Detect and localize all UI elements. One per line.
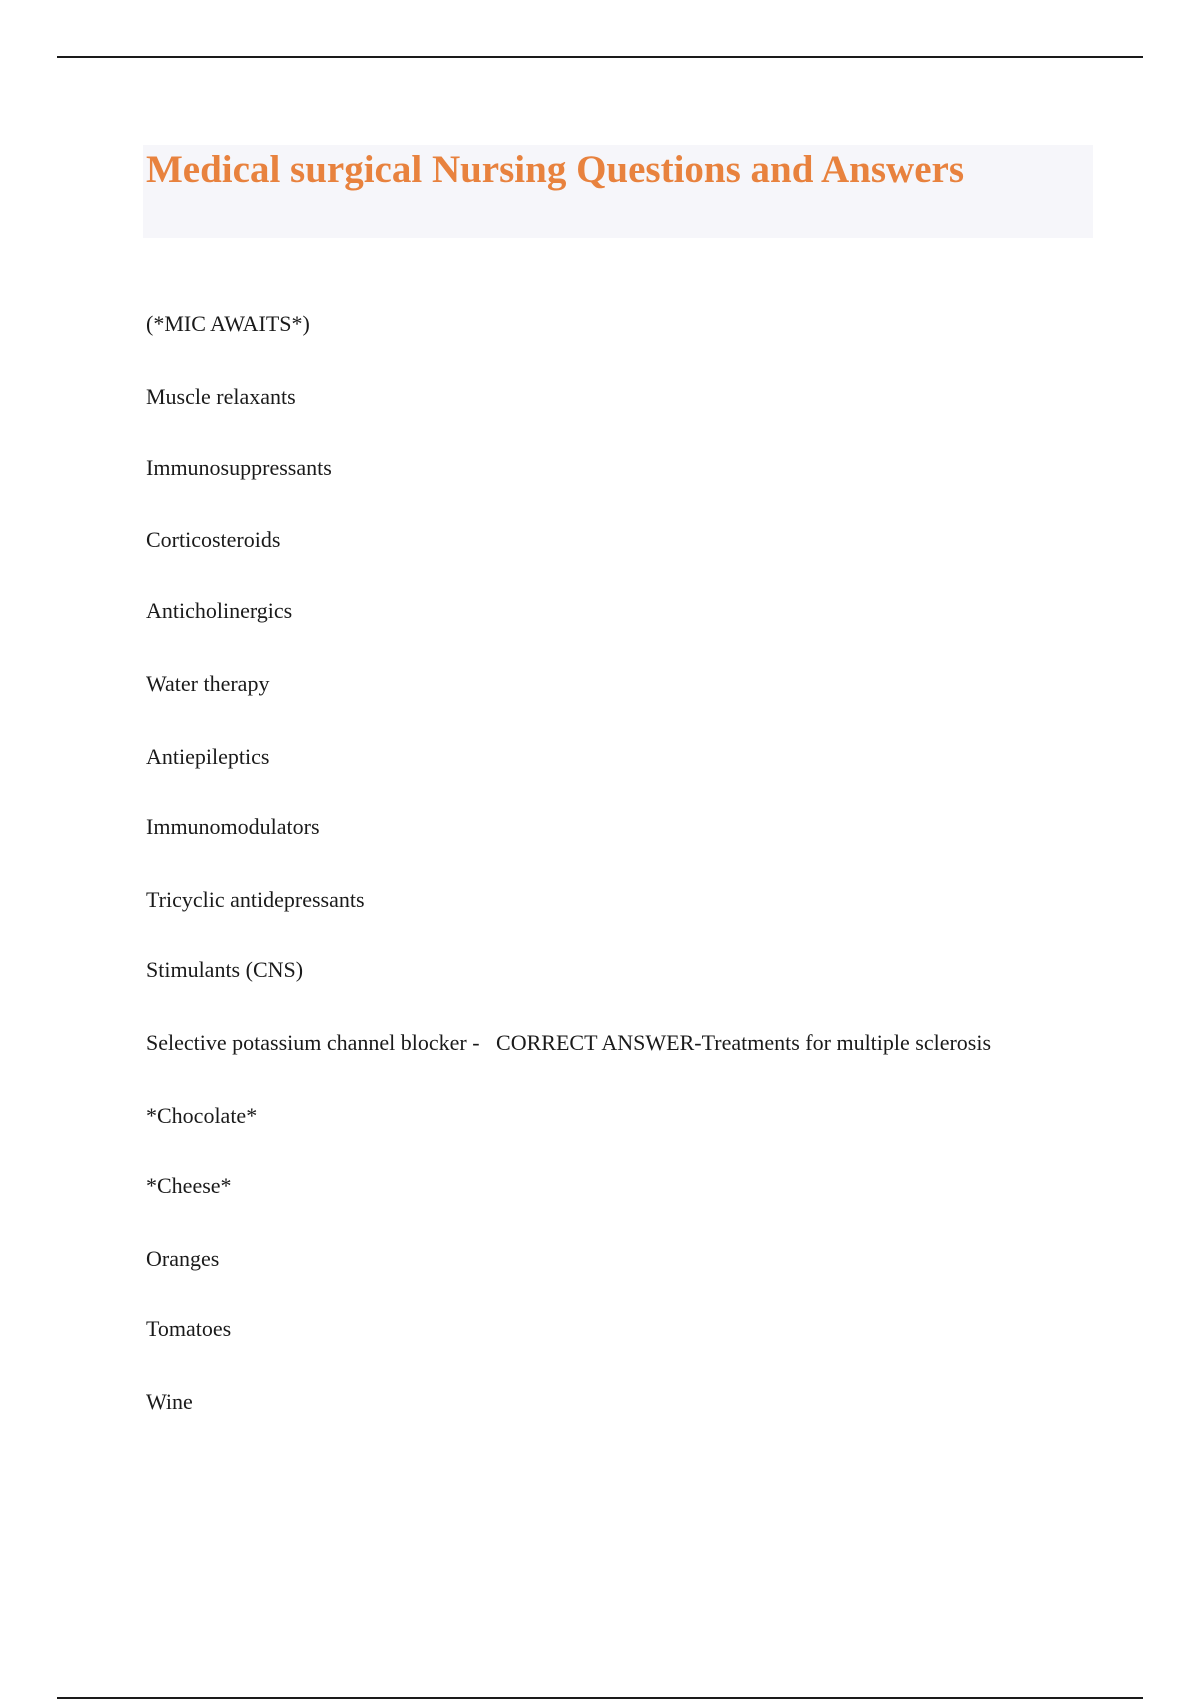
- header-rule: [57, 56, 1143, 58]
- text-line: Wine: [146, 1389, 193, 1414]
- text-line: Tomatoes: [146, 1316, 232, 1341]
- text-line: Stimulants (CNS): [146, 957, 304, 982]
- text-line: Tricyclic antidepressants: [146, 887, 365, 912]
- text-line: (*MIC AWAITS*): [146, 311, 310, 336]
- text-line: Selective potassium channel blocker - CORRECT ANSWER-Treatments for multiple sclerosis: [146, 1030, 992, 1055]
- text-line: Immunomodulators: [146, 814, 320, 839]
- title-banner: [143, 145, 1093, 238]
- text-line: Water therapy: [146, 671, 270, 696]
- text-line: Anticholinergics: [146, 598, 293, 623]
- text-line: Corticosteroids: [146, 527, 281, 552]
- text-line: *Chocolate*: [146, 1103, 258, 1128]
- document-title: Medical surgical Nursing Questions and Answers: [146, 148, 964, 191]
- text-line: Oranges: [146, 1246, 220, 1271]
- footer-rule: [57, 1697, 1143, 1699]
- text-line: *Cheese*: [146, 1173, 232, 1198]
- text-line: Muscle relaxants: [146, 384, 296, 409]
- text-line: Immunosuppressants: [146, 455, 332, 480]
- text-line: Antiepileptics: [146, 744, 270, 769]
